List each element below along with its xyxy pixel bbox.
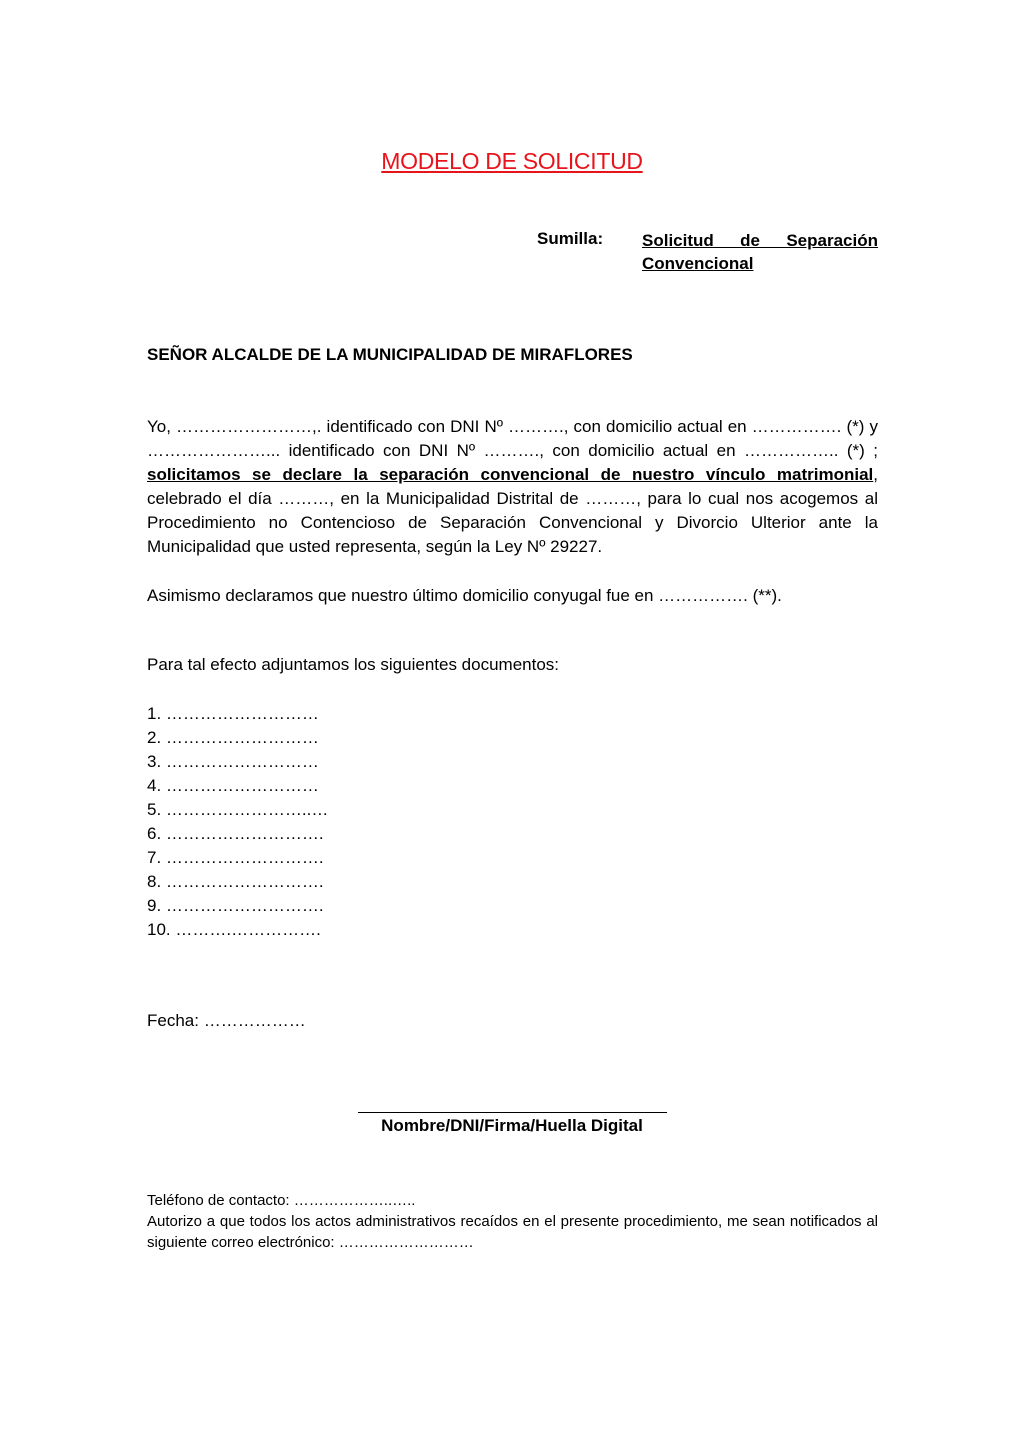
list-item: 3. ……………………… — [147, 752, 319, 771]
document-title: MODELO DE SOLICITUD — [381, 148, 643, 174]
domicile-paragraph: Asimismo declaramos que nuestro último domicilio conyugal fue en ……………. (**). — [147, 586, 782, 605]
list-item: 6. ………………………. — [147, 824, 324, 843]
signature-label — [0, 1116, 1024, 1136]
list-item: 5. ……………………..… — [147, 800, 329, 819]
request-paragraph-end: , celebrado el día ………, en la Municipalidad Distrital de ………, para lo cual nos acogemos al Procedimiento no Contencioso de Separación Convencional y Divorcio Ulterior ante la Municipalidad que usted representa, según la Ley Nº 29227. — [147, 465, 878, 556]
sumilla-line-1: Solicitud de Separación — [642, 231, 878, 250]
request-paragraph-start: Yo, ……………………,. identificado con DNI Nº ………., con domicilio actual en ……………. (*) y …………………... identificado con DNI Nº ………., con domicilio actual en …………….. (*) ; — [147, 417, 878, 460]
list-item: 10. ……….……………. — [147, 920, 321, 939]
contact-section — [147, 1190, 878, 1253]
list-item: 4. ……………………… — [147, 776, 319, 795]
documents-intro: Para tal efecto adjuntamos los siguientes documentos: — [147, 655, 560, 674]
documents-list — [147, 702, 328, 942]
list-item: 2. ……………………… — [147, 728, 319, 747]
phone-line: Teléfono de contacto: ………………..….. — [147, 1192, 416, 1209]
list-item: 9. ………………………. — [147, 896, 324, 915]
signature-line — [358, 1112, 667, 1113]
sumilla-text — [642, 229, 878, 275]
list-item: 7. ………………………. — [147, 848, 324, 867]
signature-label-text: Nombre/DNI/Firma/Huella Digital — [381, 1116, 643, 1135]
date-field: Fecha: ……………… — [147, 1011, 306, 1030]
list-item: 8. ………………………. — [147, 872, 324, 891]
request-paragraph-bold: solicitamos se declare la separación convencional de nuestro vínculo matrimonial — [147, 465, 874, 484]
email-authorization: Autorizo a que todos los actos administrativos recaídos en el presente procedimiento, me sean notificados al siguiente correo electrónico: ……………………… — [147, 1213, 878, 1251]
sumilla-line-2: Convencional — [642, 254, 754, 273]
sumilla-label: Sumilla: — [537, 229, 604, 248]
list-item: 1. ……………………… — [147, 704, 319, 723]
request-paragraph — [147, 415, 878, 559]
addressee: SEÑOR ALCALDE DE LA MUNICIPALIDAD DE MIRAFLORES — [147, 345, 633, 364]
